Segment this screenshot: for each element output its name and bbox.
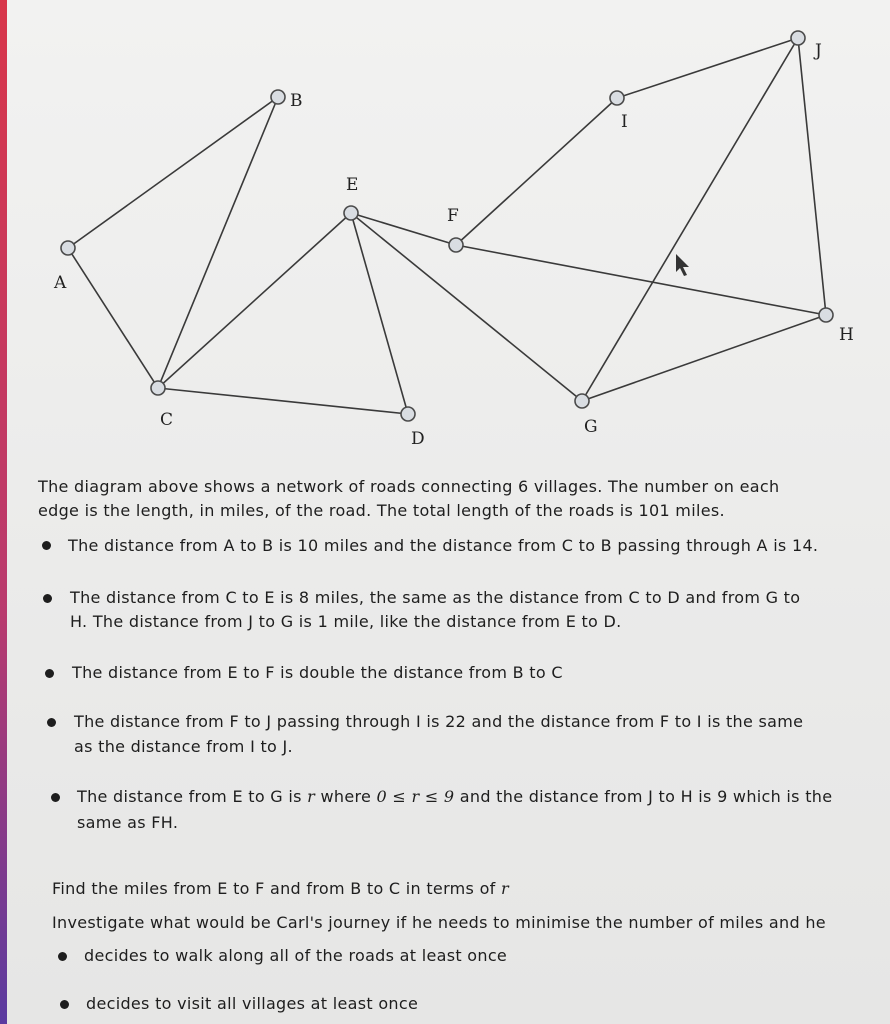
variable-r: r [307, 787, 316, 806]
village-nodes [61, 31, 833, 421]
road-e-g [351, 213, 582, 401]
bullet-dot [45, 669, 54, 678]
variable-r: r [500, 879, 509, 898]
road-e-f [351, 213, 456, 245]
village-node-e [344, 206, 358, 220]
village-label-j: J [815, 41, 822, 61]
bullet-dot [60, 1000, 69, 1009]
village-node-a [61, 241, 75, 255]
road-g-h [582, 315, 826, 401]
fact-bullet-5-line-1: The distance from E to G is r where 0 ≤ r ≤ 9 and the distance from J to H is 9 which is the [77, 787, 833, 806]
fact-bullet-5-line-2: same as FH. [77, 813, 179, 832]
village-node-i [610, 91, 624, 105]
village-label-d: D [411, 429, 425, 449]
village-label-a: A [54, 273, 67, 293]
fact-bullet-2-line-2: H. The distance from J to G is 1 mile, like the distance from E to D. [70, 612, 622, 631]
village-label-c: C [160, 410, 174, 430]
road-a-c [68, 248, 158, 388]
bullet-dot [47, 718, 56, 727]
village-label-e: E [346, 175, 359, 195]
bullet-dot [43, 594, 52, 603]
range-condition: 0 ≤ r ≤ 9 [376, 787, 455, 806]
village-label-b: B [290, 91, 303, 111]
bullet-dot [51, 793, 60, 802]
road-f-i [456, 98, 617, 245]
fact-bullet-4-line-2: as the distance from I to J. [74, 737, 293, 756]
road-c-e [158, 213, 351, 388]
road-f-h [456, 245, 826, 315]
village-node-h [819, 308, 833, 322]
road-j-h [798, 38, 826, 315]
village-node-g [575, 394, 589, 408]
fact-bullet-3: The distance from E to F is double the distance from B to C [72, 663, 563, 682]
village-node-d [401, 407, 415, 421]
village-node-f [449, 238, 463, 252]
task-investigate-line: Investigate what would be Carl's journey if he needs to minimise the number of miles and he [52, 913, 826, 932]
village-label-i: I [621, 112, 628, 132]
task-option-2: decides to visit all villages at least once [86, 994, 419, 1013]
village-node-b [271, 90, 285, 104]
mouse-cursor-icon [676, 254, 689, 276]
intro-line-2: edge is the length, in miles, of the road. The total length of the roads is 101 miles. [38, 501, 725, 520]
fact-bullet-2-line-1: The distance from C to E is 8 miles, the same as the distance from C to D and from G to [70, 588, 801, 607]
bullet-dot [42, 541, 51, 550]
road-edges [68, 38, 826, 414]
task-option-1: decides to walk along all of the roads at least once [84, 946, 508, 965]
village-label-g: G [584, 417, 598, 437]
task-find-line: Find the miles from E to F and from B to C in terms of r [52, 879, 509, 898]
village-node-c [151, 381, 165, 395]
road-e-d [351, 213, 408, 414]
intro-line-1: The diagram above shows a network of roads connecting 6 villages. The number on each [38, 477, 780, 496]
bullet-dot [58, 952, 67, 961]
village-label-h: H [839, 325, 854, 345]
village-label-f: F [447, 206, 459, 226]
fact-bullet-1: The distance from A to B is 10 miles and the distance from C to B passing through A is 14. [68, 536, 819, 555]
road-c-d [158, 388, 408, 414]
fact-bullet-4-line-1: The distance from F to J passing through I is 22 and the distance from F to I is the same [74, 712, 804, 731]
road-i-j [617, 38, 798, 98]
road-network-diagram [0, 0, 890, 460]
village-node-j [791, 31, 805, 45]
